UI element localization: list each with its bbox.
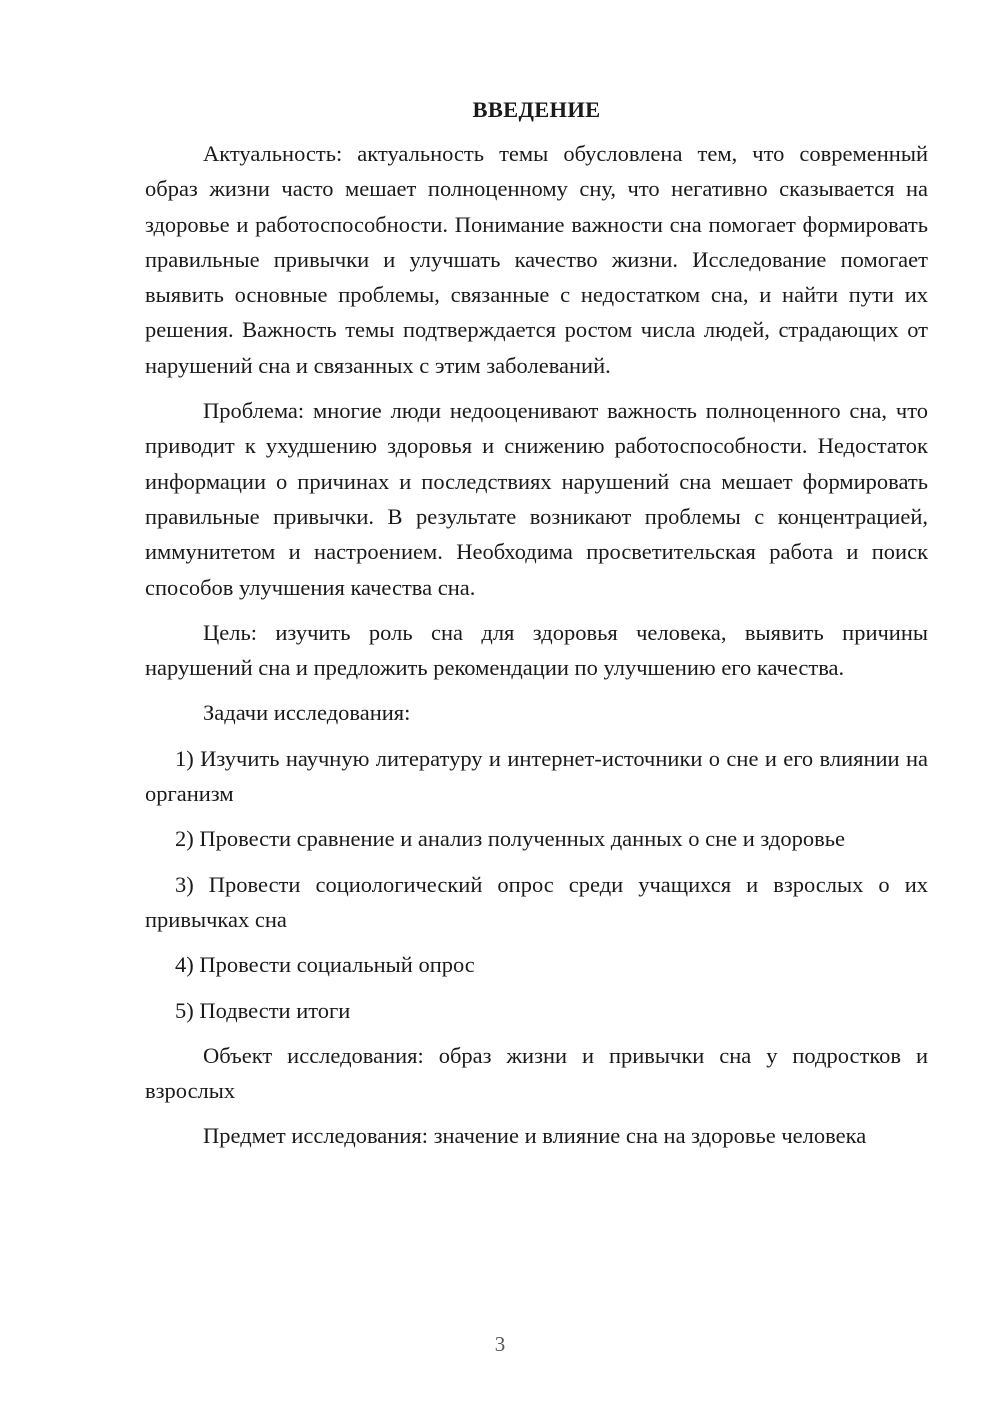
page-number: 3	[494, 1332, 506, 1356]
tasks-heading: Задачи исследования:	[203, 700, 411, 726]
subject-paragraph: Предмет исследования: значение и влияние сна на здоровье человека	[203, 1123, 867, 1149]
goal-paragraph: Цель: изучить роль сна для здоровья человека, выявить причины нарушений сна и предложить рекомендации по улучшению его качества.	[145, 619, 928, 681]
problem-paragraph: Проблема: многие люди недооценивают важность полноценного сна, что приводит к ухудшению здоровья и снижению работоспособности. Недостаток информации о причинах и последствиях нарушений сна мешает формировать правильные привычки. В результате возникают проблемы с концентрацией, иммунитетом и настроением. Необходима просветительская работа и поиск способов улучшения качества сна.	[145, 398, 928, 600]
task-item-1: 1) Изучить научную литературу и интернет-источники о сне и его влиянии на организм	[145, 745, 928, 807]
document-page	[145, 92, 928, 1164]
object-paragraph: Объект исследования: образ жизни и привычки сна у подростков и взрослых	[145, 1042, 928, 1104]
task-item-3: 3) Провести социологический опрос среди учащихся и взрослых о их привычках сна	[145, 871, 928, 932]
task-item-5: 5) Подвести итоги	[175, 997, 351, 1023]
task-item-4: 4) Провести социальный опрос	[175, 952, 475, 978]
task-item-2: 2) Провести сравнение и анализ полученных данных о сне и здоровье	[175, 826, 845, 852]
relevance-paragraph: Актуальность: актуальность темы обусловлена тем, что современный образ жизни часто мешает полноценному сну, что негативно сказывается на здоровье и работоспособности. Понимание важности сна помогает формировать правильные привычки и улучшать качество жизни. Исследование помогает выявить основные проблемы, связанные с недостатком сна, и найти пути их решения. Важность темы подтверждается ростом числа людей, страдающих от нарушений сна и связанных с этим заболеваний.	[145, 141, 928, 378]
section-title: ВВЕДЕНИЕ	[472, 97, 601, 122]
